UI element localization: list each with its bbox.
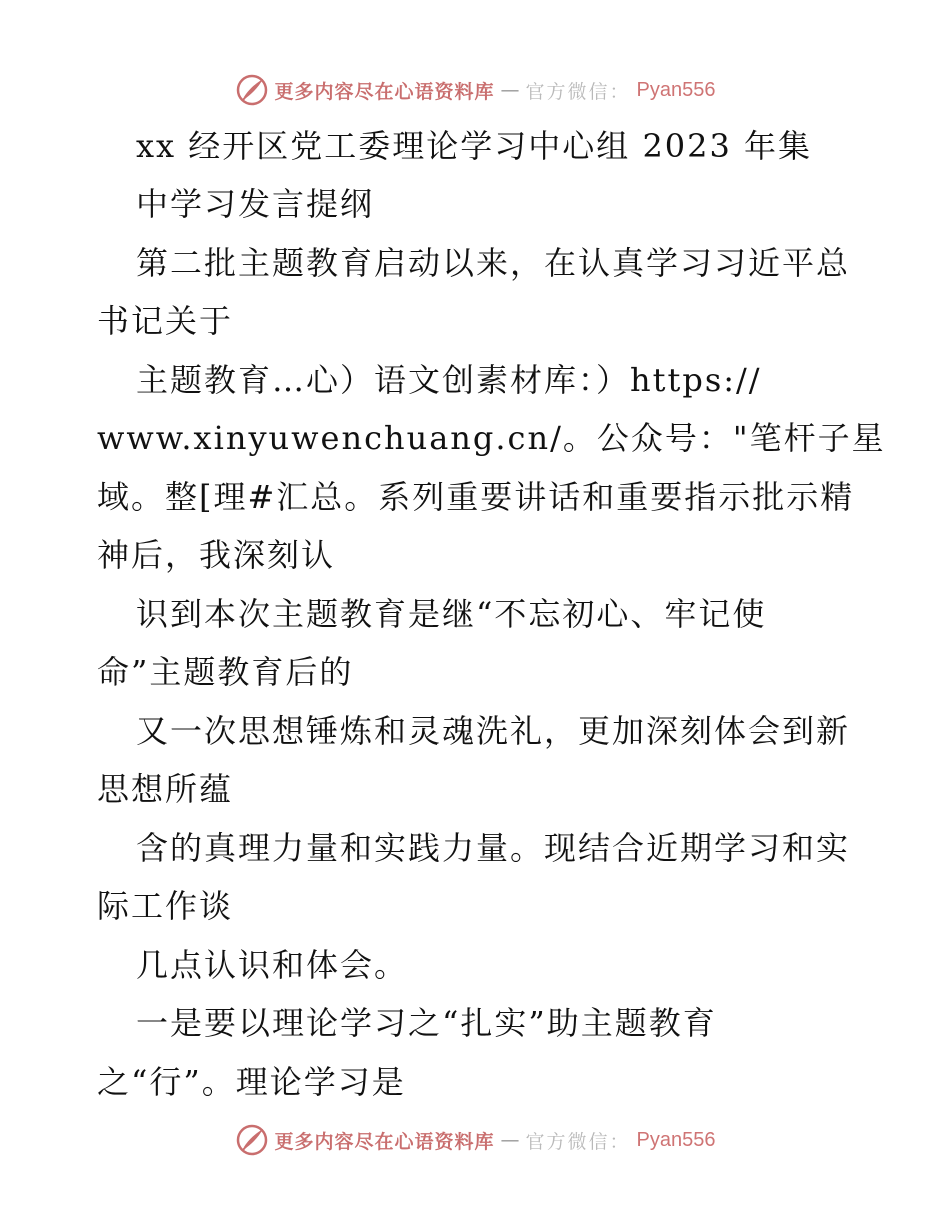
doc-line: www.xinyuwenchuang.cn/。公众号："笔杆子星: [97, 419, 886, 457]
watermark-label: 官方微信：: [525, 1130, 631, 1153]
doc-line: 含的真理力量和实践力量。现结合近期学习和实: [136, 829, 851, 867]
doc-line: 几点认识和体会。: [136, 946, 409, 984]
doc-line: 书记关于: [97, 302, 234, 340]
doc-line: 之“行”。理论学习是: [97, 1063, 406, 1101]
doc-line: 际工作谈: [97, 887, 234, 925]
watermark-dash: —: [500, 79, 520, 101]
doc-line: 神后，我深刻认: [97, 536, 336, 574]
watermark-text: 更多内容尽在心语资料库: [274, 1130, 495, 1153]
doc-line: 主题教育…心）语文创素材库：）https://: [136, 361, 762, 399]
doc-line: 第二批主题教育启动以来，在认真学习习近平总: [136, 244, 851, 282]
doc-line: 识到本次主题教育是继“不忘初心、牢记使: [136, 595, 767, 633]
quill-logo-icon: [235, 1123, 269, 1157]
doc-line: 思想所蕴: [97, 770, 234, 808]
footer-watermark-banner: [0, 1120, 950, 1160]
doc-line: 域。整[理#汇总。系列重要讲话和重要指示批示精: [97, 478, 855, 516]
watermark-wechat-id: Pyan556: [636, 1128, 716, 1151]
watermark-label: 官方微信：: [525, 80, 631, 103]
doc-line: 一是要以理论学习之“扎实”助主题教育: [136, 1004, 717, 1042]
doc-line: 命”主题教育后的: [97, 653, 354, 691]
doc-line: 中学习发言提纲: [136, 185, 375, 223]
watermark-wechat-id: Pyan556: [636, 78, 716, 101]
watermark-dash: —: [500, 1129, 520, 1151]
doc-line: 又一次思想锤炼和灵魂洗礼，更加深刻体会到新: [136, 712, 851, 750]
doc-line: xx 经开区党工委理论学习中心组 2023 年集: [136, 127, 813, 165]
watermark-text: 更多内容尽在心语资料库: [274, 80, 495, 103]
